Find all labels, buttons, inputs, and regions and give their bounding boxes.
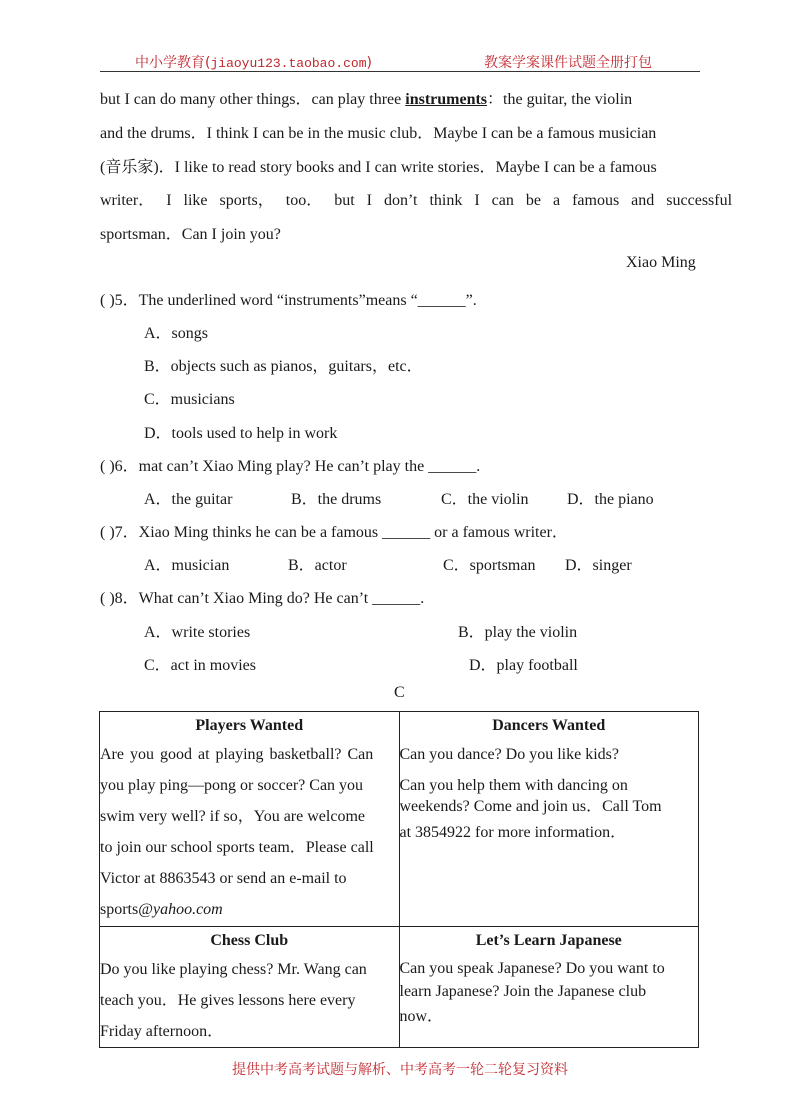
header-right: 教案学案课件试题全册打包 (484, 55, 652, 71)
question-6: ( )6．mat can’t Xiao Ming play? He can’t play the ______. (100, 458, 481, 475)
ads-table (99, 711, 699, 1048)
q7-option-b[interactable]: B．actor (288, 557, 347, 574)
q6-option-c[interactable]: C．the violin (441, 491, 529, 508)
ad-dancers-title: Dancers Wanted (492, 717, 606, 734)
ad-players-email-user: sports@ (100, 901, 153, 918)
question-5: ( )5．The underlined word “instruments”means “______”. (100, 292, 477, 309)
question-8: ( )8．What can’t Xiao Ming do? He can’t ______. (100, 590, 425, 607)
passage-l1b: ：the guitar, the violin (487, 91, 633, 108)
passage-line-1 (100, 86, 700, 109)
ad-dancers-line: weekends? Come and join us．Call Tom (399, 798, 662, 815)
question-7: ( )7．Xiao Ming thinks he can be a famous ______ or a famous writer． (100, 524, 568, 541)
ad-players-title: Players Wanted (195, 717, 304, 734)
q5-option-a[interactable]: A．songs (144, 325, 209, 342)
ad-players-line: to join our school sports team．Please call (100, 839, 374, 856)
ad-dancers-line: Can you help them with dancing on (399, 777, 628, 794)
q8-option-b[interactable]: B．play the violin (458, 624, 578, 641)
q5-option-b[interactable]: B．objects such as pianos，guitars，etc． (144, 358, 423, 375)
ad-japanese-line: learn Japanese? Join the Japanese club (399, 983, 647, 1000)
ad-chess-line: Do you like playing chess? Mr. Wang can (100, 961, 367, 978)
q6-option-d[interactable]: D．the piano (567, 491, 654, 508)
underlined-word: instruments (405, 91, 488, 108)
header-divider (100, 71, 700, 72)
ad-players (100, 712, 400, 927)
footer-text: 提供中考高考试题与解析、中考高考一轮二轮复习资料 (232, 1062, 568, 1078)
header-left (135, 52, 372, 72)
ad-players-line: Victor at 8863543 or send an e-mail to (100, 870, 347, 887)
ad-dancers-line: Can you dance? Do you like kids? (399, 746, 619, 763)
ad-japanese-title: Let’s Learn Japanese (475, 932, 622, 949)
q8-option-d[interactable]: D．play football (469, 657, 578, 674)
header-url[interactable]: jiaoyu123.taobao.com (210, 56, 367, 71)
q7-option-d[interactable]: D．singer (565, 557, 632, 574)
ad-chess-title: Chess Club (210, 932, 289, 949)
q5-option-d[interactable]: D．tools used to help in work (144, 425, 338, 442)
ad-players-line: swim very well? if so，You are welcome (100, 808, 365, 825)
ad-chess-line: teach you．He gives lessons here every (100, 992, 356, 1009)
q7-option-c[interactable]: C．sportsman (443, 557, 536, 574)
q6-option-b[interactable]: B．the drums (291, 491, 382, 508)
passage-line-4: writer． I like sports， too． but I don’t think I can be a famous and successful (100, 192, 733, 209)
ad-players-line: you play ping—pong or soccer? Can you (100, 777, 364, 794)
passage-line-3: (音乐家)．I like to read story books and I can write stories．Maybe I can be a famous (100, 159, 657, 176)
passage-line-2: and the drums．I think I can be in the music club．Maybe I can be a famous musician (100, 125, 657, 142)
header-left-close: ) (366, 55, 372, 71)
header-left-cn: 中小学教育( (135, 55, 211, 71)
ad-chess-line: Friday afternoon． (100, 1023, 224, 1040)
ad-players-line: Are you good at playing basketball? Can (100, 746, 374, 763)
q5-option-c[interactable]: C．musicians (144, 391, 235, 408)
passage-l1a: but I can do many other things．can play three (100, 91, 406, 108)
section-label: C (394, 684, 405, 701)
q6-option-a[interactable]: A．the guitar (144, 491, 233, 508)
ad-dancers (399, 712, 699, 927)
ad-japanese-line: Can you speak Japanese? Do you want to (399, 960, 665, 977)
ad-chess (100, 927, 400, 1048)
ad-japanese (399, 927, 699, 1048)
q8-option-a[interactable]: A．write stories (144, 624, 251, 641)
ad-dancers-line: at 3854922 for more information． (399, 824, 627, 841)
q7-option-a[interactable]: A．musician (144, 557, 230, 574)
passage-line-5: sportsman．Can I join you? (100, 226, 281, 243)
q8-option-c[interactable]: C．act in movies (144, 657, 256, 674)
passage-signature: Xiao Ming (626, 254, 696, 271)
ad-players-email-domain: yahoo.com (152, 901, 223, 918)
ad-japanese-line: now． (399, 1008, 444, 1025)
